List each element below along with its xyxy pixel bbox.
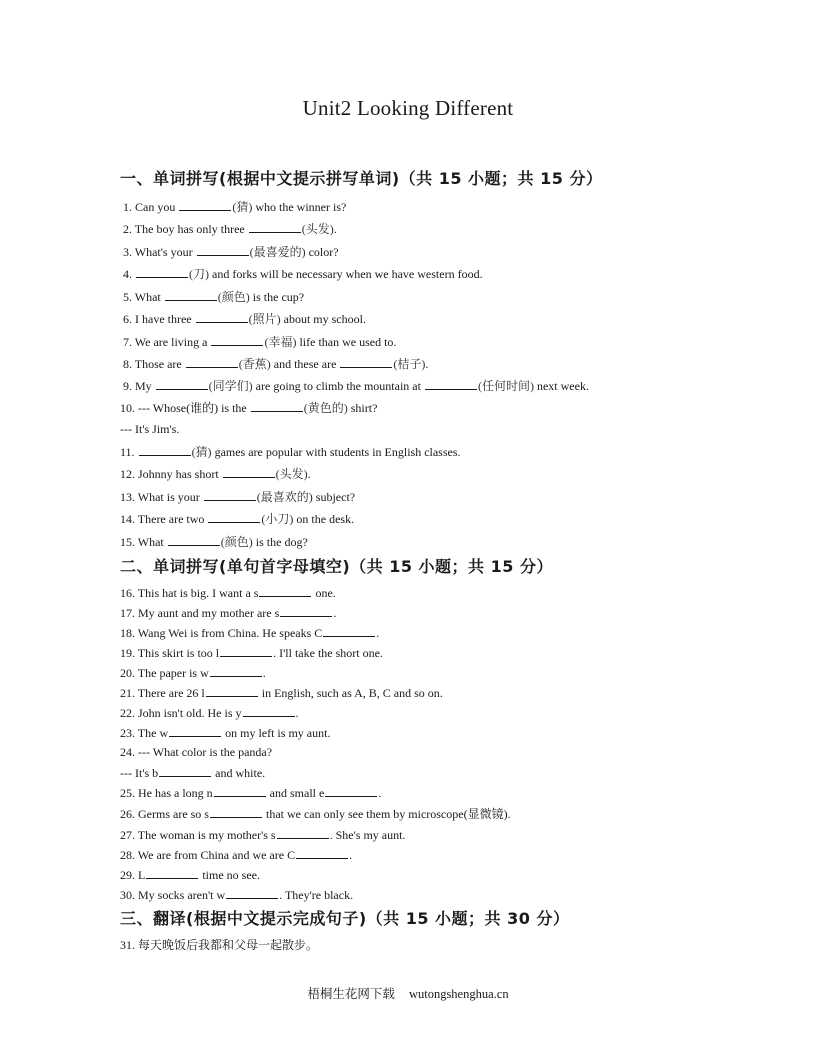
question-30: [120, 887, 353, 902]
answer-blank[interactable]: [168, 534, 220, 546]
question-text: 24. --- What color is the panda?: [120, 745, 273, 759]
question-text: 25. He has a long n: [120, 786, 213, 800]
answer-blank[interactable]: [223, 466, 275, 478]
question-19: [120, 645, 383, 660]
question-text: 4.: [123, 267, 135, 281]
question-text: 14. There are two: [120, 512, 208, 526]
question-text: .: [333, 222, 337, 236]
answer-blank[interactable]: [197, 244, 249, 256]
answer-blank[interactable]: [280, 605, 332, 617]
hint-text: (最喜欢的): [256, 490, 313, 504]
question-text: are going to climb the mountain at: [252, 379, 424, 393]
hint-text: (小刀): [261, 512, 294, 526]
answer-blank[interactable]: [210, 665, 262, 677]
question-text: 21. There are 26 l: [120, 686, 205, 700]
question-9: [123, 378, 589, 393]
question-4: [123, 266, 483, 281]
answer-blank[interactable]: [259, 585, 311, 597]
question-2: [123, 221, 337, 236]
question-text: .: [295, 706, 299, 720]
question-text: 22. John isn't old. He is y: [120, 706, 242, 720]
question-text: one.: [312, 586, 336, 600]
answer-blank[interactable]: [165, 289, 217, 301]
answer-blank[interactable]: [146, 867, 198, 879]
hint-text: (幸福): [264, 335, 297, 349]
answer-blank[interactable]: [211, 334, 263, 346]
hint-text: (桔子): [393, 357, 426, 371]
question-text: . I'll take the short one.: [273, 646, 383, 660]
question-text: 20. The paper is w: [120, 666, 209, 680]
question-25: [120, 785, 381, 800]
question-text: 27. The woman is my mother's s: [120, 828, 276, 842]
question-text: 9. My: [123, 379, 155, 393]
question-6: [123, 311, 366, 326]
question-3: [123, 244, 339, 259]
answer-blank[interactable]: [139, 444, 191, 456]
question-text: who the winner is?: [252, 200, 347, 214]
question-text: 3. What's your: [123, 245, 196, 259]
question-22: [120, 705, 299, 720]
question-text: 6. I have three: [123, 312, 195, 326]
question-5: [123, 289, 304, 304]
answer-blank[interactable]: [251, 400, 303, 412]
question-18: [120, 625, 379, 640]
question-24: [120, 745, 272, 759]
answer-blank[interactable]: [425, 378, 477, 390]
answer-blank[interactable]: [204, 489, 256, 501]
hint-text: (头发): [275, 467, 308, 481]
question-text: . They're black.: [279, 888, 354, 902]
hint-text: (刀): [189, 267, 209, 281]
question-29: [120, 867, 260, 882]
question-text: 26. Germs are so s: [120, 807, 209, 821]
question-text: that we can only see them by microscope(显微镜).: [262, 807, 511, 821]
question-text: and forks will be necessary when we have western food.: [209, 267, 483, 281]
answer-blank[interactable]: [277, 827, 329, 839]
question-23: [120, 725, 330, 740]
question-7: [123, 334, 396, 349]
hint-text: (猜): [232, 200, 253, 214]
question-text: in English, such as A, B, C and so on.: [258, 686, 443, 700]
question-text: 5. What: [123, 290, 164, 304]
question-text: 29. L: [120, 868, 146, 882]
answer-blank[interactable]: [208, 511, 260, 523]
question-31: 31. 每天晚饭后我都和父母一起散步。: [120, 938, 319, 952]
question-10-answer: --- It's Jim's.: [120, 422, 180, 436]
hint-text: (猜): [191, 445, 212, 459]
question-text: 23. The w: [120, 726, 169, 740]
answer-blank[interactable]: [206, 685, 258, 697]
question-text: 13. What is your: [120, 490, 203, 504]
question-text: 19. This skirt is too l: [120, 646, 220, 660]
question-text: .: [378, 786, 382, 800]
answer-blank[interactable]: [323, 625, 375, 637]
question-text: 16. This hat is big. I want a s: [120, 586, 259, 600]
answer-blank[interactable]: [325, 785, 377, 797]
question-text: 28. We are from China and we are C: [120, 848, 296, 862]
question-8: [123, 356, 428, 371]
question-17: [120, 605, 336, 620]
footer-site-name: 梧桐生花网下载: [307, 987, 395, 1001]
section-heading-3: 三、翻译(根据中文提示完成句子)（共 15 小题；共 30 分）: [120, 909, 570, 928]
question-text: .: [333, 606, 337, 620]
question-text: is the dog?: [252, 535, 308, 549]
page-title: Unit2 Looking Different: [302, 96, 514, 120]
answer-blank[interactable]: [340, 356, 392, 368]
answer-blank[interactable]: [214, 785, 266, 797]
question-text: color?: [305, 245, 339, 259]
section-heading-1: 一、单词拼写(根据中文提示拼写单词)（共 15 小题；共 15 分）: [120, 169, 603, 188]
question-14: [120, 511, 354, 526]
question-11: [120, 444, 461, 459]
answer-blank[interactable]: [196, 311, 248, 323]
question-text: .: [425, 357, 429, 371]
answer-blank[interactable]: [249, 221, 301, 233]
question-text: 30. My socks aren't w: [120, 888, 226, 902]
answer-blank[interactable]: [226, 887, 278, 899]
question-text: .: [307, 467, 311, 481]
hint-text: (黄色的): [303, 401, 348, 415]
answer-blank[interactable]: [156, 378, 208, 390]
footer-site-url[interactable]: wutongshenghua.cn: [408, 987, 509, 1001]
answer-blank[interactable]: [243, 705, 295, 717]
question-text: 18. Wang Wei is from China. He speaks C: [120, 626, 323, 640]
answer-blank[interactable]: [179, 199, 231, 211]
question-text: life than we used to.: [296, 335, 397, 349]
question-text: subject?: [312, 490, 356, 504]
answer-blank[interactable]: [169, 725, 221, 737]
question-text: time no see.: [199, 868, 260, 882]
hint-text: (香蕉): [238, 357, 271, 371]
question-1: [123, 199, 346, 214]
question-text: .: [262, 666, 266, 680]
question-text: next week.: [533, 379, 589, 393]
question-text: 2. The boy has only three: [123, 222, 248, 236]
section-heading-2: 二、单词拼写(单句首字母填空)（共 15 小题；共 15 分）: [120, 557, 553, 576]
question-text: games are popular with students in English classes.: [211, 445, 461, 459]
question-10: [120, 400, 377, 415]
answer-blank[interactable]: [159, 765, 211, 777]
hint-text: (头发): [301, 222, 334, 236]
answer-blank[interactable]: [296, 847, 348, 859]
page-footer: [0, 984, 816, 1002]
question-text: 1. Can you: [123, 200, 179, 214]
question-13: [120, 489, 355, 504]
question-16: [120, 585, 336, 600]
hint-text: (颜色): [220, 535, 253, 549]
answer-blank[interactable]: [220, 645, 272, 657]
question-text: and white.: [212, 766, 266, 780]
question-text: 12. Johnny has short: [120, 467, 222, 481]
answer-blank[interactable]: [186, 356, 238, 368]
question-26: [120, 806, 511, 821]
question-text: on my left is my aunt.: [222, 726, 331, 740]
hint-text: (任何时间): [477, 379, 534, 393]
answer-blank[interactable]: [210, 806, 262, 818]
hint-text: (最喜爱的): [249, 245, 306, 259]
question-15: [120, 534, 308, 549]
question-12: [120, 466, 311, 481]
question-20: [120, 665, 266, 680]
question-text: on the desk.: [293, 512, 355, 526]
question-text: 7. We are living a: [123, 335, 211, 349]
question-text: --- It's b: [120, 766, 159, 780]
question-text: and these are: [270, 357, 340, 371]
hint-text: (同学们): [208, 379, 253, 393]
question-text: and small e: [266, 786, 325, 800]
question-text: 11.: [120, 445, 138, 459]
question-text: 10. --- Whose(谁的) is the: [120, 401, 250, 415]
question-text: about my school.: [280, 312, 366, 326]
question-text: shirt?: [347, 401, 378, 415]
question-text: .: [349, 848, 353, 862]
question-28: [120, 847, 352, 862]
question-text: . She's my aunt.: [329, 828, 406, 842]
question-text: .: [376, 626, 380, 640]
answer-blank[interactable]: [136, 266, 188, 278]
hint-text: (颜色): [217, 290, 250, 304]
hint-text: (照片): [248, 312, 281, 326]
question-27: [120, 827, 405, 842]
question-text: 17. My aunt and my mother are s: [120, 606, 280, 620]
question-21: [120, 685, 443, 700]
question-text: 15. What: [120, 535, 167, 549]
question-text: 8. Those are: [123, 357, 185, 371]
question-text: is the cup?: [249, 290, 305, 304]
question-24-answer: [120, 765, 265, 780]
